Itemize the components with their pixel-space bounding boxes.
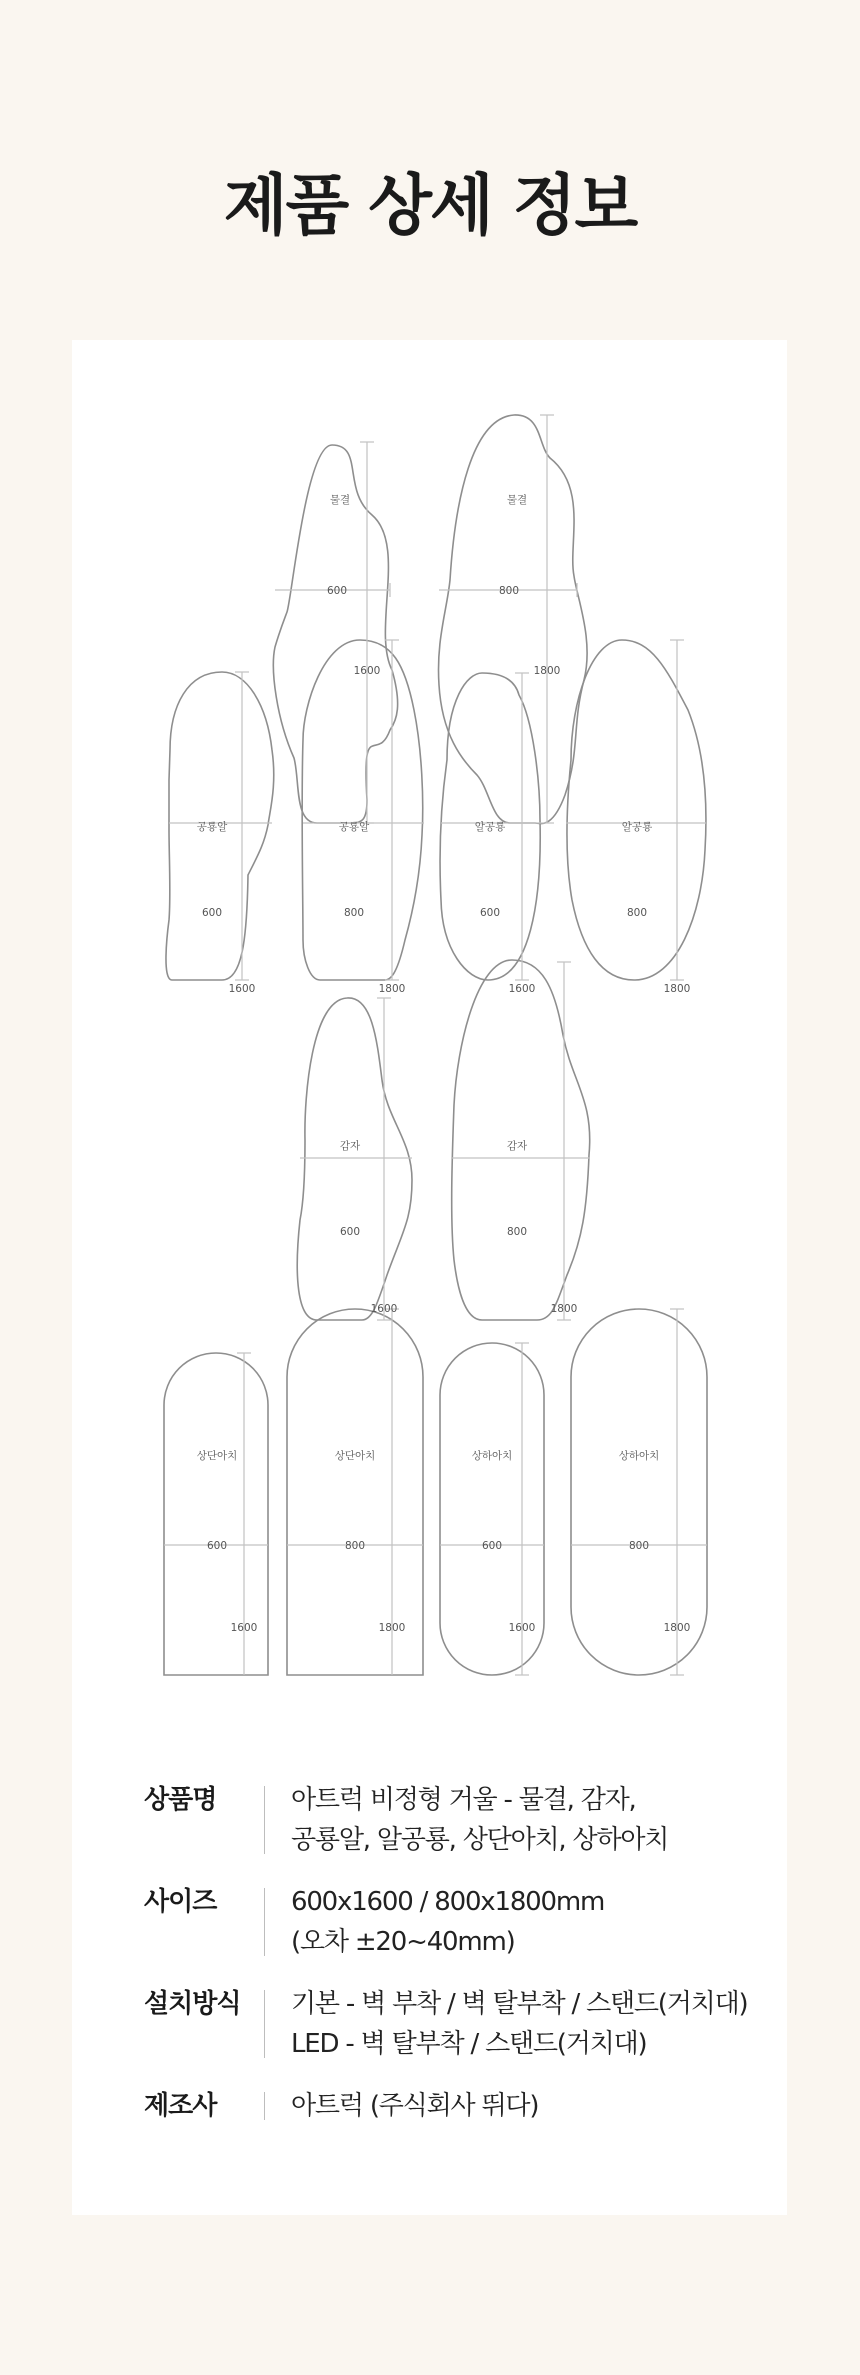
spec-value [265, 1780, 668, 1860]
spec-value [265, 2086, 538, 2126]
mirror-shape-egg-dino-800 [567, 640, 706, 980]
spec-label: 제조사 [144, 2091, 217, 2121]
mirror-name-label: 물결 [329, 494, 351, 506]
mirror-height-label: 1800 [533, 665, 561, 677]
mirror-height-label: 1600 [370, 1303, 398, 1315]
mirror-width-label: 800 [343, 907, 365, 919]
spec-table [144, 1780, 764, 2148]
mirror-shape-double-arch-800 [571, 1309, 707, 1675]
spec-row-product-name [144, 1780, 764, 1860]
mirror-name-label: 알공룡 [474, 821, 506, 833]
mirror-name-label: 감자 [506, 1140, 528, 1152]
spec-value [265, 1984, 747, 2064]
mirror-height-label: 1800 [378, 1622, 406, 1634]
mirror-width-label: 800 [626, 907, 648, 919]
mirror-shape-potato-600 [297, 998, 412, 1320]
spec-row-maker [144, 2086, 764, 2126]
mirror-height-label: 1600 [230, 1622, 258, 1634]
mirror-name-label: 공룡알 [196, 821, 228, 833]
mirror-height-label: 1600 [228, 983, 256, 995]
spec-value-line: 공룡알, 알공룡, 상단아치, 상하아치 [291, 1825, 669, 1855]
mirror-height-label: 1800 [663, 983, 691, 995]
spec-label: 상품명 [144, 1785, 217, 1815]
mirror-name-label: 공룡알 [338, 821, 370, 833]
spec-value-line: LED - 벽 탈부착 / 스탠드(거치대) [291, 2029, 647, 2059]
mirror-height-label: 1600 [508, 983, 536, 995]
mirror-height-label: 1600 [353, 665, 381, 677]
mirror-name-label: 상단아치 [334, 1450, 376, 1462]
mirror-width-label: 600 [481, 1540, 503, 1552]
mirror-name-label: 알공룡 [621, 821, 653, 833]
mirror-width-label: 600 [206, 1540, 228, 1552]
spec-value [265, 1882, 604, 1962]
mirror-size-diagram [72, 340, 787, 1690]
mirror-height-label: 1800 [378, 983, 406, 995]
mirror-width-label: 600 [201, 907, 223, 919]
spec-row-install [144, 1984, 764, 2064]
mirror-name-label: 물결 [506, 494, 528, 506]
dimension-lines [164, 415, 707, 1675]
spec-value-line: 기본 - 벽 부착 / 벽 탈부착 / 스탠드(거치대) [291, 1989, 748, 2019]
mirror-width-label: 600 [326, 585, 348, 597]
spec-label: 사이즈 [144, 1887, 217, 1917]
mirror-width-label: 600 [479, 907, 501, 919]
product-detail-card [72, 340, 787, 2215]
mirror-name-label: 상하아치 [618, 1450, 660, 1462]
mirror-height-label: 1800 [550, 1303, 578, 1315]
spec-row-size [144, 1882, 764, 1962]
mirror-name-label: 상단아치 [196, 1450, 238, 1462]
mirror-width-label: 600 [339, 1226, 361, 1238]
mirror-height-label: 1600 [508, 1622, 536, 1634]
mirror-name-label: 감자 [339, 1140, 361, 1152]
spec-value-line: 아트럭 (주식회사 뛰다) [291, 2091, 539, 2121]
mirror-height-label: 1800 [663, 1622, 691, 1634]
spec-value-line: (오차 ±20~40mm) [291, 1927, 515, 1957]
mirror-width-label: 800 [506, 1226, 528, 1238]
mirror-width-label: 800 [344, 1540, 366, 1552]
mirror-name-label: 상하아치 [471, 1450, 513, 1462]
mirror-width-label: 800 [498, 585, 520, 597]
mirror-shape-wave-800 [438, 415, 587, 824]
mirror-width-label: 800 [628, 1540, 650, 1552]
mirror-shape-dino-egg-800 [302, 640, 423, 980]
mirror-shape-top-arch-800 [287, 1309, 423, 1675]
spec-value-line: 600x1600 / 800x1800mm [291, 1887, 605, 1917]
spec-label: 설치방식 [144, 1989, 241, 2019]
page-title: 제품 상세 정보 [223, 167, 637, 244]
spec-value-line: 아트럭 비정형 거울 - 물결, 감자, [291, 1785, 636, 1815]
